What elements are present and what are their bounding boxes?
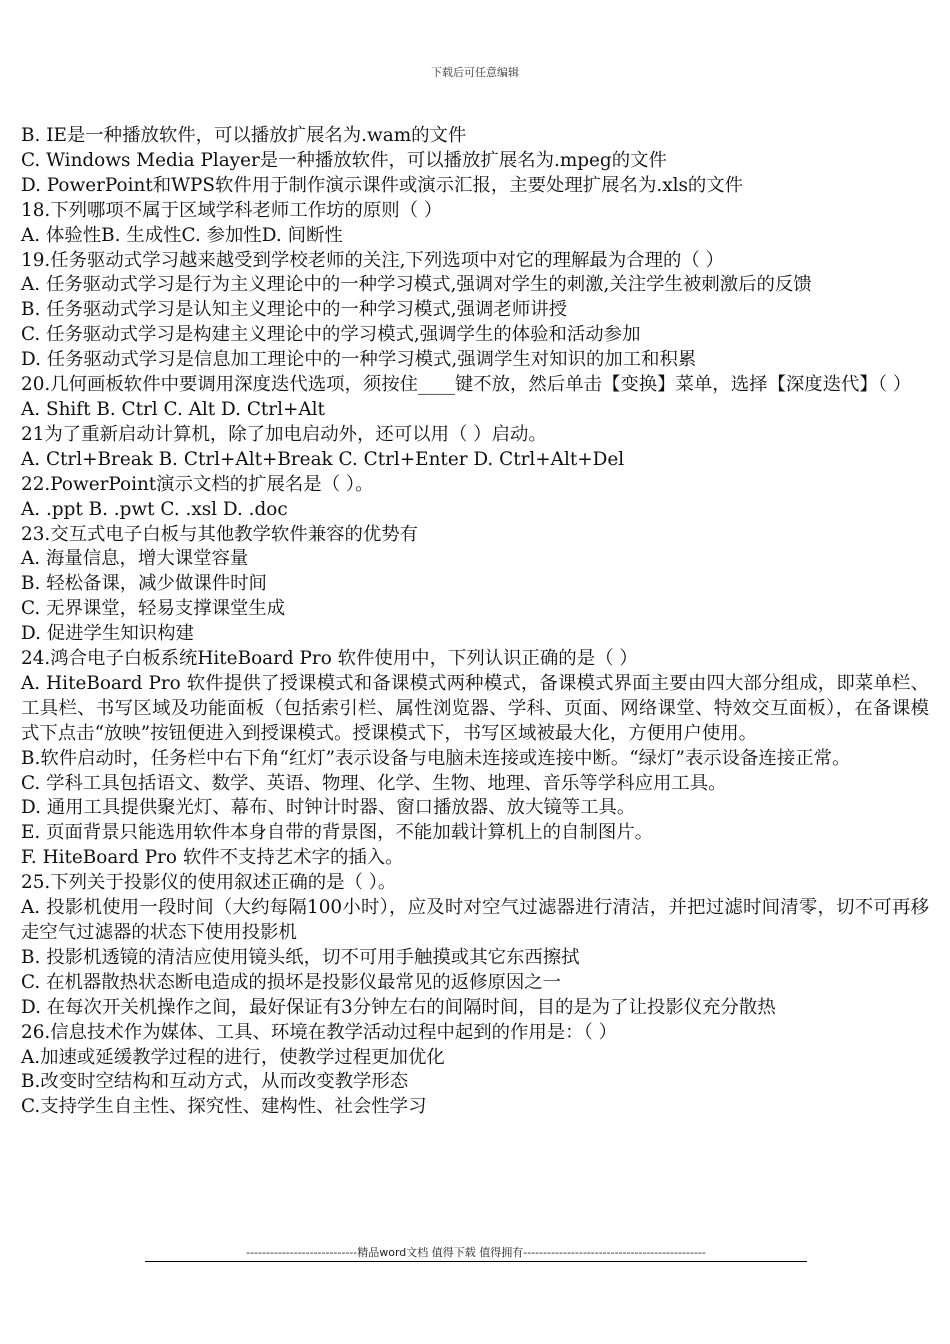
text-line: F. HiteBoard Pro 软件不支持艺术字的插入。 [21,847,404,869]
text-line: C.支持学生自主性、探究性、建构性、社会性学习 [21,1096,427,1118]
text-line: A. 海量信息，增大课堂容量 [21,548,249,570]
text-line: B. 任务驱动式学习是认知主义理论中的一种学习模式,强调老师讲授 [21,299,567,321]
text-line: 20.几何画板软件中要调用深度迭代选项，须按住____键不放，然后单击【变换】菜单，选择【深度迭代】（ ） [21,374,912,396]
document-body [21,124,929,1120]
text-line: A. HiteBoard Pro 软件提供了授课模式和备课模式两种模式，备课模式界面主要由四大部分组成，即菜单栏、工具栏、书写区域及功能面板（包括索引栏、属性浏览器、学科、页面、网络课堂、特效交互面板），在备课模式下点击“放映”按钮便进入到授课模式。授课模式下，书写区域被最大化，方便用户使用。 [21,672,929,744]
text-line: A. .ppt B. .pwt C. .xsl D. .doc [21,498,288,520]
text-line: 26.信息技术作为媒体、工具、环境在教学活动过程中起到的作用是：（ ） [21,1021,618,1043]
text-line: C. Windows Media Player是一种播放软件，可以播放扩展名为.mpeg的文件 [21,149,667,171]
text-line: A. Ctrl+Break B. Ctrl+Alt+Break C. Ctrl+Enter D. Ctrl+Alt+Del [21,448,625,470]
text-line: B. 轻松备课，减少做课件时间 [21,573,267,595]
text-line: 19.任务驱动式学习越来越受到学校老师的关注,下列选项中对它的理解最为合理的（ ） [21,249,725,271]
text-line: B. 投影机透镜的清洁应使用镜头纸，切不可用手触摸或其它东西擦拭 [21,946,580,968]
text-line: D. PowerPoint和WPS软件用于制作演示课件或演示汇报，主要处理扩展名为.xls的文件 [21,174,744,196]
footer-rule [145,1261,807,1262]
text-line: B. IE是一种播放软件，可以播放扩展名为.wam的文件 [21,125,467,146]
text-line: 21为了重新启动计算机，除了加电启动外，还可以用（ ）启动。 [21,423,547,445]
page-header: 下载后可任意编辑 [431,66,519,79]
text-line: C. 无界课堂，轻易支撑课堂生成 [21,598,286,620]
text-line: D. 在每次开关机操作之间，最好保证有3分钟左右的间隔时间，目的是为了让投影仪充分散热 [21,996,776,1018]
text-line: C. 学科工具包括语文、数学、英语、物理、化学、生物、地理、音乐等学科应用工具。 [21,772,727,794]
text-line: C. 任务驱动式学习是构建主义理论中的学习模式,强调学生的体验和活动参加 [21,324,641,346]
text-line: E. 页面背景只能选用软件本身自带的背景图，不能加载计算机上的自制图片。 [21,822,654,844]
text-line: D. 任务驱动式学习是信息加工理论中的一种学习模式,强调学生对知识的加工和积累 [21,349,697,371]
text-line: 23.交互式电子白板与其他教学软件兼容的优势有 [21,523,419,545]
text-line: 18.下列哪项不属于区域学科老师工作坊的原则（ ） [21,199,443,221]
text-line: D. 促进学生知识构建 [21,623,194,645]
text-line: A. 投影机使用一段时间（大约每隔100小时），应及时对空气过滤器进行清洁，并把过滤时间清零，切不可再移走空气过滤器的状态下使用投影机 [21,897,929,943]
text-line: 24.鸿合电子白板系统HiteBoard Pro 软件使用中，下列认识正确的是（ ） [21,648,638,670]
text-line: 25.下列关于投影仪的使用叙述正确的是（ ）。 [21,872,397,894]
text-line: 22.PowerPoint演示文档的扩展名是（ ）。 [21,473,374,495]
text-line: D. 通用工具提供聚光灯、幕布、时钟计时器、窗口播放器、放大镜等工具。 [21,797,636,819]
text-line: A. 体验性B. 生成性C. 参加性D. 间断性 [21,224,343,246]
text-line: A. Shift B. Ctrl C. Alt D. Ctrl+Alt [21,398,325,420]
text-line: B.软件启动时，任务栏中右下角“红灯”表示设备与电脑未连接或连接中断。“绿灯”表示设备连接正常。 [21,747,851,769]
page-footer: ----------------------------精品word文档 值得下载 值得拥有---------------------------------------------- [246,1246,706,1259]
text-line: C. 在机器散热状态断电造成的损坏是投影仪最常见的返修原因之一 [21,971,562,993]
text-line: A. 任务驱动式学习是行为主义理论中的一种学习模式,强调对学生的刺激,关注学生被刺激后的反馈 [21,274,812,296]
text-line: A.加速或延缓教学过程的进行，使教学过程更加优化 [21,1046,445,1068]
text-line: B.改变时空结构和互动方式，从而改变教学形态 [21,1071,409,1093]
